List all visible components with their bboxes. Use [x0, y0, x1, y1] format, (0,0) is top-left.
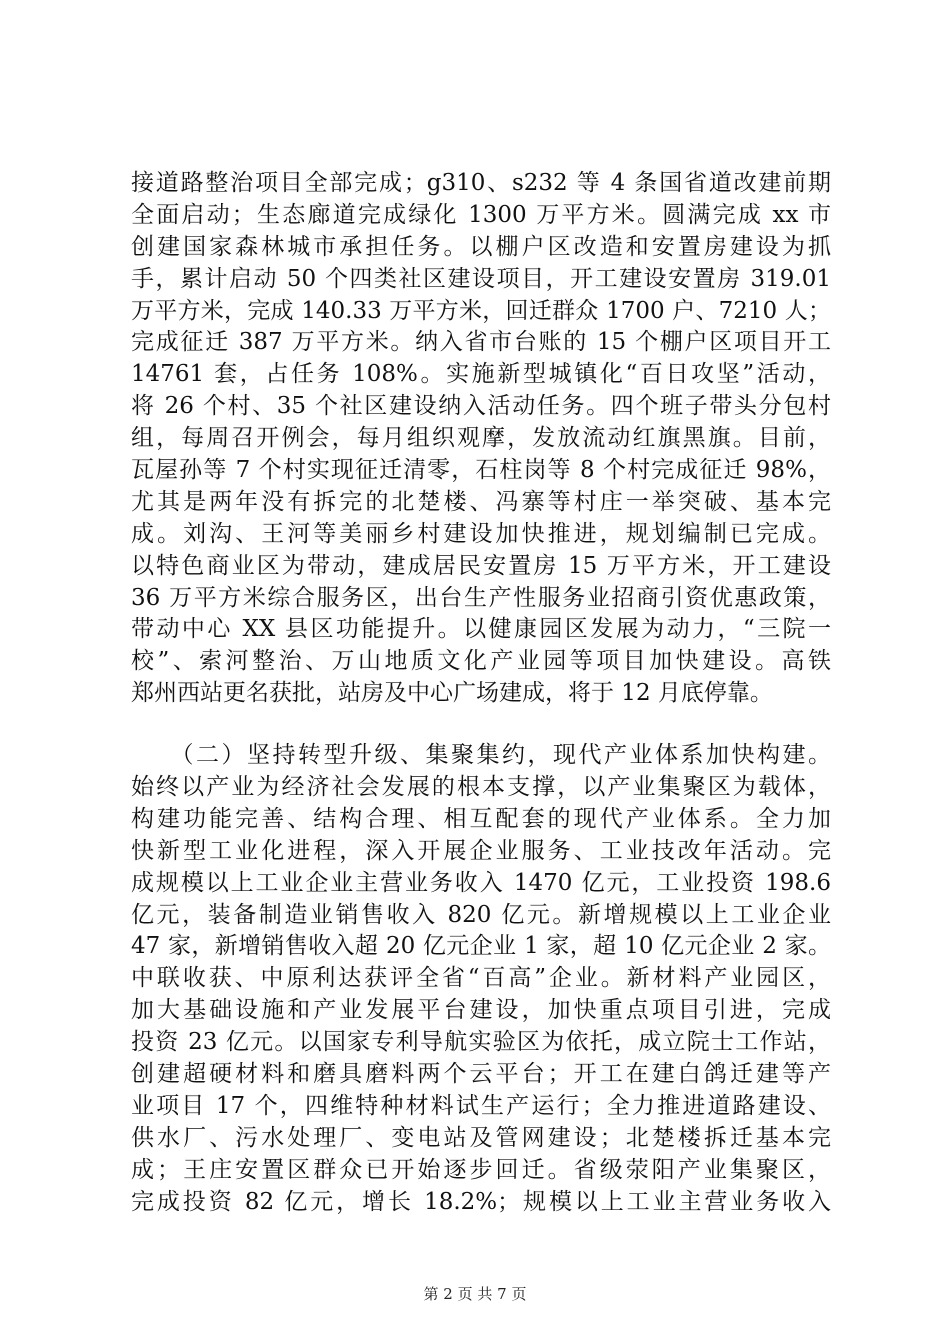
text-line: 业项目 17 个，四维特种材料试生产运行；全力推进道路建设、: [131, 1092, 831, 1119]
text-line: 完成投资 82 亿元，增长 18.2%；规模以上工业主营业务收入: [131, 1188, 831, 1215]
text-line: 亿元，装备制造业销售收入 820 亿元。新增规模以上工业企业: [131, 901, 831, 928]
page-number-footer: 第 2 页 共 7 页: [423, 1285, 527, 1303]
paragraph-spacer: [131, 710, 831, 740]
text-line: 尤其是两年没有拆完的北楚楼、冯寨等村庄一举突破、基本完: [131, 488, 831, 515]
text-line: 始终以产业为经济社会发展的根本支撑，以产业集聚区为载体，: [131, 774, 831, 801]
document-body: [131, 168, 831, 1219]
text-line: 以特色商业区为带动，建成居民安置房 15 万平方米，开工建设: [131, 552, 831, 579]
text-line: 47 家，新增销售收入超 20 亿元企业 1 家，超 10 亿元企业 2 家。: [131, 933, 831, 960]
text-line: 创建国家森林城市承担任务。以棚户区改造和安置房建设为抓: [131, 233, 831, 260]
text-line: 完成征迁 387 万平方米。纳入省市台账的 15 个棚户区项目开工: [131, 329, 831, 356]
text-line: 构建功能完善、结构合理、相互配套的现代产业体系。全力加: [131, 805, 831, 832]
text-line: 成；王庄安置区群众已开始逐步回迁。省级荥阳产业集聚区，: [131, 1156, 831, 1183]
text-line: 接道路整治项目全部完成；g310、s232 等 4 条国省道改建前期: [131, 170, 831, 196]
text-line: 快新型工业化进程，深入开展企业服务、工业技改年活动。完: [131, 837, 831, 864]
text-line: 瓦屋孙等 7 个村实现征迁清零，石柱岗等 8 个村完成征迁 98%，: [131, 457, 831, 484]
paragraph-1: [131, 168, 831, 710]
text-line: 带动中心 XX 县区功能提升。以健康园区发展为动力，“三院一: [131, 616, 831, 643]
text-line: 组，每周召开例会，每月组织观摩，发放流动红旗黑旗。目前，: [131, 425, 831, 452]
text-line: 成规模以上工业企业主营业务收入 1470 亿元，工业投资 198.6: [131, 869, 831, 896]
text-line: 36 万平方米综合服务区，出台生产性服务业招商引资优惠政策，: [131, 584, 831, 611]
text-line: 创建超硬材料和磨具磨料两个云平台；开工在建白鸽迁建等产: [131, 1061, 831, 1088]
text-line: 郑州西站更名获批，站房及中心广场建成，将于 12 月底停靠。: [131, 680, 773, 707]
text-line: 供水厂、污水处理厂、变电站及管网建设；北楚楼拆迁基本完: [131, 1124, 831, 1151]
text-line: 成。刘沟、王河等美丽乡村建设加快推进，规划编制已完成。: [131, 520, 831, 547]
text-line: 全面启动；生态廊道完成绿化 1300 万平方米。圆满完成 xx 市: [131, 201, 831, 228]
text-line: 手，累计启动 50 个四类社区建设项目，开工建设安置房 319.01: [131, 265, 831, 292]
text-line: 14761 套，占任务 108%。实施新型城镇化“百日攻坚”活动，: [131, 361, 831, 388]
text-line: 万平方米，完成 140.33 万平方米，回迁群众 1700 户、7210 人；: [131, 297, 831, 324]
text-line: 中联收获、中原利达获评全省“百高”企业。新材料产业园区，: [131, 965, 831, 992]
text-line: 将 26 个村、35 个社区建设纳入活动任务。四个班子带头分包村: [131, 393, 831, 420]
text-line: 加大基础设施和产业发展平台建设，加快重点项目引进，完成: [131, 997, 831, 1024]
text-line: 投资 23 亿元。以国家专利导航实验区为依托，成立院士工作站，: [131, 1029, 831, 1056]
paragraph-2: [131, 740, 831, 1218]
section-heading-line: （二）坚持转型升级、集聚集约，现代产业体系加快构建。: [131, 742, 831, 769]
text-line: 校”、索河整治、万山地质文化产业园等项目加快建设。高铁: [131, 648, 831, 675]
